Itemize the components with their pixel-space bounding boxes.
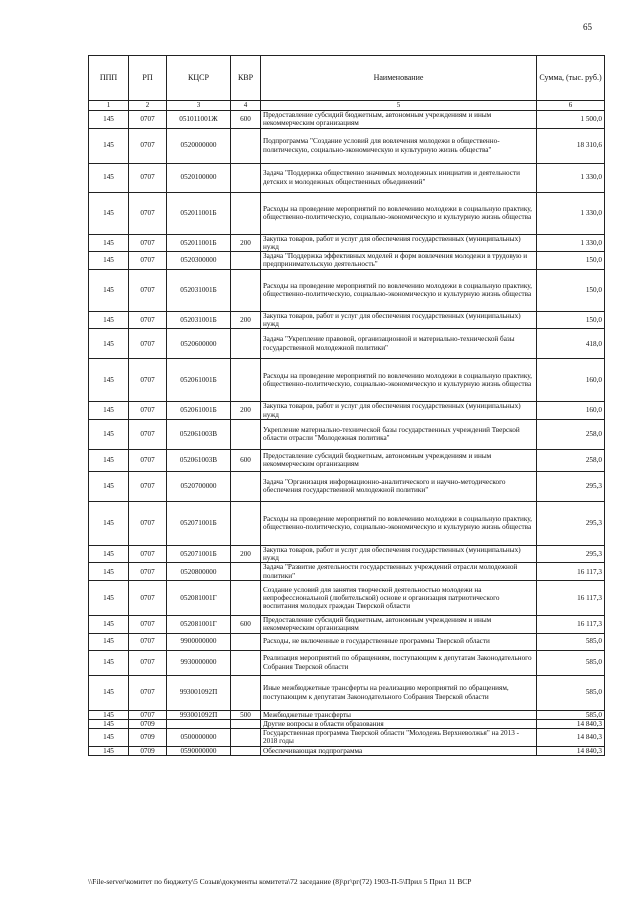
cell-sum: 258,0 — [537, 419, 605, 449]
budget-table — [88, 55, 605, 756]
table-row — [89, 545, 605, 563]
cell-rp: 0707 — [129, 501, 167, 545]
cell-name: Укрепление материально-технической базы государственных учреждений Тверской области отрасли "Молодежная политика" — [261, 419, 537, 449]
cell-rp: 0707 — [129, 650, 167, 675]
cell-ppp: 145 — [89, 580, 129, 615]
cell-kcsr: 0520700000 — [167, 471, 231, 501]
table-row — [89, 501, 605, 545]
cell-name: Обеспечивающая подпрограмма — [261, 746, 537, 755]
cell-sum: 16 117,3 — [537, 563, 605, 581]
cell-name: Расходы на проведение мероприятий по вовлечению молодежи в социальную практику, общественно-политическую, социально-экономическую и культурную жизнь общества — [261, 192, 537, 234]
cell-name: Реализация мероприятий по обращениям, поступающим к депутатам Законодательного Собрания Тверской области — [261, 650, 537, 675]
cell-sum: 585,0 — [537, 633, 605, 650]
cell-kcsr: 0520800000 — [167, 563, 231, 581]
cell-rp: 0707 — [129, 192, 167, 234]
cell-kcsr: 052061003В — [167, 449, 231, 471]
table-row — [89, 359, 605, 402]
header-row — [89, 56, 605, 101]
cell-kcsr: 052061003В — [167, 419, 231, 449]
cell-kvr: 600 — [231, 449, 261, 471]
cell-kcsr: 0520000000 — [167, 128, 231, 163]
cell-kcsr: 0500000000 — [167, 729, 231, 747]
table-row — [89, 311, 605, 329]
cell-kvr — [231, 269, 261, 311]
cell-rp: 0707 — [129, 252, 167, 270]
cell-kcsr: 052061001Б — [167, 402, 231, 420]
table-row — [89, 719, 605, 728]
cell-sum: 295,3 — [537, 501, 605, 545]
cell-rp: 0707 — [129, 563, 167, 581]
table-row — [89, 580, 605, 615]
cell-name: Предоставление субсидий бюджетным, автономным учреждениям и иным некоммерческим организациям — [261, 111, 537, 129]
table-row — [89, 269, 605, 311]
table-row — [89, 563, 605, 581]
cell-rp: 0707 — [129, 329, 167, 359]
cell-sum: 1 330,0 — [537, 192, 605, 234]
cell-name: Задача "Поддержка общественно значимых молодежных инициатив и деятельности детских и молодежных общественных объединений" — [261, 163, 537, 192]
cell-sum: 295,3 — [537, 545, 605, 563]
cell-ppp: 145 — [89, 650, 129, 675]
cell-sum: 585,0 — [537, 675, 605, 710]
cell-kvr: 200 — [231, 234, 261, 252]
cell-kcsr: 0590000000 — [167, 746, 231, 755]
cell-rp: 0709 — [129, 719, 167, 728]
cell-kvr: 200 — [231, 311, 261, 329]
cell-name: Задача "Организация информационно-аналитического и научно-методического обеспечения государственной молодежной политики" — [261, 471, 537, 501]
cell-kvr — [231, 471, 261, 501]
page-number: 65 — [583, 22, 592, 32]
cell-sum: 14 840,3 — [537, 746, 605, 755]
table-row — [89, 471, 605, 501]
table-row — [89, 650, 605, 675]
cell-kvr — [231, 501, 261, 545]
cell-kcsr: 0520300000 — [167, 252, 231, 270]
cell-sum: 160,0 — [537, 402, 605, 420]
cell-name: Закупка товаров, работ и услуг для обеспечения государственных (муниципальных) нужд — [261, 234, 537, 252]
cell-ppp: 145 — [89, 128, 129, 163]
cell-rp: 0707 — [129, 234, 167, 252]
cell-ppp: 145 — [89, 192, 129, 234]
cell-rp: 0707 — [129, 675, 167, 710]
column-number-row — [89, 101, 605, 111]
cell-kcsr: 051011001Ж — [167, 111, 231, 129]
cell-kvr: 500 — [231, 710, 261, 719]
cell-name: Закупка товаров, работ и услуг для обеспечения государственных (муниципальных) нужд — [261, 402, 537, 420]
cell-kcsr: 052011001Б — [167, 192, 231, 234]
table-row — [89, 128, 605, 163]
cell-ppp: 145 — [89, 329, 129, 359]
cell-kvr — [231, 675, 261, 710]
cell-name: Расходы на проведение мероприятий по вовлечению молодежи в социальную практику, общественно-политическую, социально-экономическую и культурную жизнь общества — [261, 269, 537, 311]
cell-kcsr: 0520600000 — [167, 329, 231, 359]
cell-ppp: 145 — [89, 419, 129, 449]
cell-kcsr: 993001092П — [167, 710, 231, 719]
cell-name: Закупка товаров, работ и услуг для обеспечения государственных (муниципальных) нужд — [261, 545, 537, 563]
cell-name: Предоставление субсидий бюджетным, автономным учреждениям и иным некоммерческим организациям — [261, 615, 537, 633]
cell-ppp: 145 — [89, 163, 129, 192]
cell-rp: 0707 — [129, 615, 167, 633]
table-row — [89, 449, 605, 471]
cell-ppp: 145 — [89, 675, 129, 710]
cell-kvr: 200 — [231, 545, 261, 563]
table-row — [89, 710, 605, 719]
cell-kcsr — [167, 719, 231, 728]
cell-ppp: 145 — [89, 311, 129, 329]
cell-ppp: 145 — [89, 234, 129, 252]
cell-rp: 0707 — [129, 471, 167, 501]
table-row — [89, 163, 605, 192]
cell-rp: 0707 — [129, 111, 167, 129]
cell-kvr — [231, 729, 261, 747]
cell-rp: 0707 — [129, 419, 167, 449]
cell-ppp: 145 — [89, 710, 129, 719]
header-name: Наименование — [261, 56, 537, 101]
table-row — [89, 402, 605, 420]
cell-rp: 0707 — [129, 163, 167, 192]
col-number: 6 — [537, 101, 605, 111]
cell-name: Задача "Развитие деятельности государственных учреждений отрасли молодежной политики" — [261, 563, 537, 581]
file-path-footer: \\File-server\комитет по бюджету\5 Созыв\документы комитета\72 заседание (8)\рг\рг(72) 1903-П-5\Прил 5 Прил 11 ВСР — [88, 877, 472, 886]
cell-sum: 14 840,3 — [537, 729, 605, 747]
cell-kvr — [231, 329, 261, 359]
cell-rp: 0707 — [129, 580, 167, 615]
cell-name: Создание условий для занятия творческой деятельностью молодежи на непрофессиональной (любительской) основе и организация патриотического воспитания молодых граждан Тверской области — [261, 580, 537, 615]
cell-name: Задача "Поддержка эффективных моделей и форм вовлечения молодежи в трудовую и предпринимательскую деятельность" — [261, 252, 537, 270]
cell-name: Другие вопросы в области образования — [261, 719, 537, 728]
cell-kvr — [231, 128, 261, 163]
cell-ppp: 145 — [89, 359, 129, 402]
table-row — [89, 192, 605, 234]
cell-ppp: 145 — [89, 402, 129, 420]
col-number: 4 — [231, 101, 261, 111]
cell-sum: 585,0 — [537, 650, 605, 675]
cell-rp: 0707 — [129, 359, 167, 402]
cell-name: Закупка товаров, работ и услуг для обеспечения государственных (муниципальных) нужд — [261, 311, 537, 329]
table-row — [89, 329, 605, 359]
cell-kcsr: 052061001Б — [167, 359, 231, 402]
cell-kvr — [231, 719, 261, 728]
cell-sum: 418,0 — [537, 329, 605, 359]
cell-kvr: 600 — [231, 111, 261, 129]
cell-sum: 14 840,3 — [537, 719, 605, 728]
header-sum: Сумма, (тыс. руб.) — [537, 56, 605, 101]
cell-rp: 0709 — [129, 746, 167, 755]
cell-name: Подпрограмма "Создание условий для вовлечения молодежи в общественно-политическую, социально-экономическую и культурную жизнь общества" — [261, 128, 537, 163]
table-row — [89, 729, 605, 747]
cell-kvr — [231, 192, 261, 234]
header-ppp: ППП — [89, 56, 129, 101]
cell-kvr: 600 — [231, 615, 261, 633]
cell-ppp: 145 — [89, 269, 129, 311]
cell-ppp: 145 — [89, 471, 129, 501]
cell-kcsr: 052081001Г — [167, 580, 231, 615]
cell-kvr — [231, 563, 261, 581]
cell-name: Межбюджетные трансферты — [261, 710, 537, 719]
cell-kcsr: 052031001Б — [167, 311, 231, 329]
cell-rp: 0707 — [129, 449, 167, 471]
cell-ppp: 145 — [89, 729, 129, 747]
cell-ppp: 145 — [89, 545, 129, 563]
table-row — [89, 633, 605, 650]
cell-ppp: 145 — [89, 501, 129, 545]
cell-kvr — [231, 163, 261, 192]
cell-ppp: 145 — [89, 746, 129, 755]
header-kcsr: КЦСР — [167, 56, 231, 101]
cell-ppp: 145 — [89, 111, 129, 129]
cell-name: Предоставление субсидий бюджетным, автономным учреждениям и иным некоммерческим организациям — [261, 449, 537, 471]
cell-kcsr: 9900000000 — [167, 633, 231, 650]
cell-sum: 16 117,3 — [537, 615, 605, 633]
table-row — [89, 252, 605, 270]
table-row — [89, 234, 605, 252]
cell-kcsr: 0520100000 — [167, 163, 231, 192]
cell-rp: 0707 — [129, 545, 167, 563]
cell-kcsr: 052071001Б — [167, 501, 231, 545]
cell-name: Расходы на проведение мероприятий по вовлечению молодежи в социальную практику, общественно-политическую, социально-экономическую и культурную жизнь общества — [261, 501, 537, 545]
cell-sum: 1 330,0 — [537, 234, 605, 252]
cell-kcsr: 9930000000 — [167, 650, 231, 675]
cell-kvr — [231, 650, 261, 675]
cell-rp: 0709 — [129, 729, 167, 747]
cell-ppp: 145 — [89, 449, 129, 471]
header-rp: РП — [129, 56, 167, 101]
cell-kvr — [231, 580, 261, 615]
cell-rp: 0707 — [129, 402, 167, 420]
cell-sum: 18 310,6 — [537, 128, 605, 163]
cell-kvr — [231, 419, 261, 449]
table-row — [89, 111, 605, 129]
cell-sum: 1 500,0 — [537, 111, 605, 129]
cell-name: Расходы, не включенные в государственные программы Тверской области — [261, 633, 537, 650]
cell-kvr — [231, 633, 261, 650]
cell-kvr: 200 — [231, 402, 261, 420]
cell-sum: 258,0 — [537, 449, 605, 471]
cell-rp: 0707 — [129, 311, 167, 329]
cell-name: Задача "Укрепление правовой, организационной и материально-технической базы государственной молодежной политики" — [261, 329, 537, 359]
cell-kcsr: 052071001Б — [167, 545, 231, 563]
cell-kcsr: 052081001Г — [167, 615, 231, 633]
cell-kvr — [231, 252, 261, 270]
cell-sum: 160,0 — [537, 359, 605, 402]
cell-ppp: 145 — [89, 563, 129, 581]
cell-sum: 585,0 — [537, 710, 605, 719]
cell-kvr — [231, 359, 261, 402]
cell-ppp: 145 — [89, 615, 129, 633]
col-number: 5 — [261, 101, 537, 111]
cell-ppp: 145 — [89, 633, 129, 650]
table-row — [89, 419, 605, 449]
cell-kcsr: 052011001Б — [167, 234, 231, 252]
cell-rp: 0707 — [129, 128, 167, 163]
table-row — [89, 615, 605, 633]
col-number: 3 — [167, 101, 231, 111]
cell-ppp: 145 — [89, 719, 129, 728]
cell-rp: 0707 — [129, 633, 167, 650]
cell-kcsr: 052031001Б — [167, 269, 231, 311]
cell-kcsr: 993001092П — [167, 675, 231, 710]
cell-sum: 16 117,3 — [537, 580, 605, 615]
cell-rp: 0707 — [129, 710, 167, 719]
cell-sum: 150,0 — [537, 252, 605, 270]
cell-rp: 0707 — [129, 269, 167, 311]
header-kvr: КВР — [231, 56, 261, 101]
cell-ppp: 145 — [89, 252, 129, 270]
cell-name: Иные межбюджетные трансферты на реализацию мероприятий по обращениям, поступающим к депутатам Законодательного Собрания Тверской области — [261, 675, 537, 710]
cell-name: Государственная программа Тверской области "Молодежь Верхневолжья" на 2013 - 2018 годы — [261, 729, 537, 747]
cell-sum: 1 330,0 — [537, 163, 605, 192]
cell-name: Расходы на проведение мероприятий по вовлечению молодежи в социальную практику, общественно-политическую, социально-экономическую и культурную жизнь общества — [261, 359, 537, 402]
table-row — [89, 675, 605, 710]
table-row — [89, 746, 605, 755]
cell-sum: 150,0 — [537, 311, 605, 329]
cell-sum: 150,0 — [537, 269, 605, 311]
col-number: 2 — [129, 101, 167, 111]
cell-kvr — [231, 746, 261, 755]
col-number: 1 — [89, 101, 129, 111]
cell-sum: 295,3 — [537, 471, 605, 501]
